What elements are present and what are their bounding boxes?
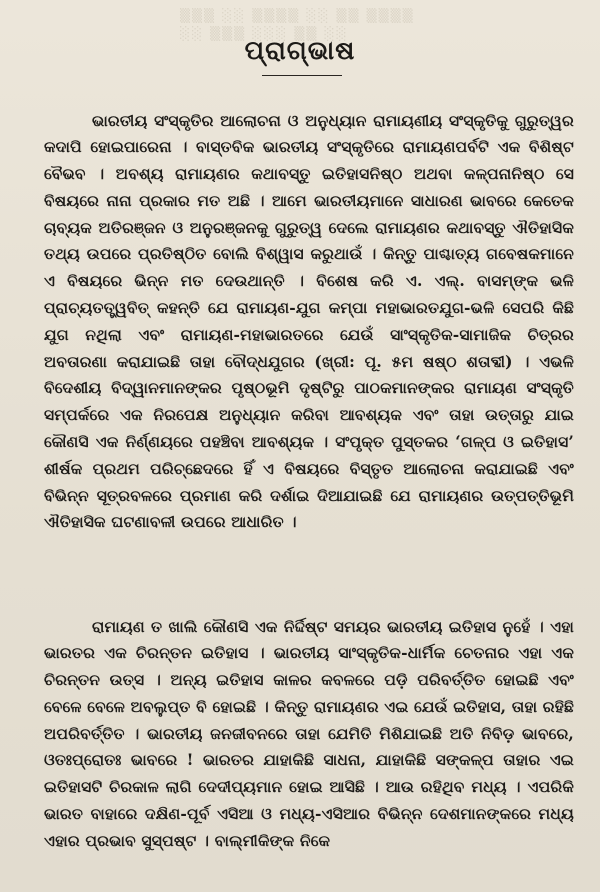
show-through-text: ▒▒▒ ░░ ▒▒▒▒ ░░ ▒▒ ▒▒▒▒ ░░ ▒▒▒ ░░░ ▒▒ ░░ [180,9,415,42]
paragraph-1: ଭାରତୀୟ ସଂସ୍କୃତିର ଆଲୋଚନା ଓ ଅନୁଧ୍ୟାନ ରାମାୟଣୀୟ ସଂସ୍କୃତିକୁ ଗୁରୁତ୍ୱର କଦାପି ହୋଇପାରେନା । ବାସ୍ତବିକ ଭାରତୀୟ ସଂସ୍କୃତିରେ ରାମାୟଣପର୍ବଟି ଏକ ବିଶିଷ୍ଟ ବୈଭବ । ଅବଶ୍ୟ ରାମାୟଣର କଥାବସ୍ତୁ ଇତିହାସନିଷ୍ଠ ଅଥବା କଳ୍ପନାନିଷ୍ଠ ସେ ବିଷୟରେ ନାନା ପ୍ରକାର ମତ ଅଛି । ଆମେ ଭାରତୀୟମାନେ ସାଧାରଣ ଭାବରେ କେତେକ ଚାବ୍ୟକ ଅତିରଞ୍ଜନ ଓ ଅନୁରଞ୍ଜନକୁ ଗୁରୁତ୍ୱ ଦେଲେ ରାମାୟଣର କଥାବସ୍ତୁ ଐତିହାସିକ ତଥ୍ୟ ଉପରେ ପ୍ରତିଷ୍ଠିତ ବୋଲି ବିଶ୍ୱାସ କରୁଥାଉଁ । କିନ୍ତୁ ପାଶ୍ଚାତ୍ୟ ଗବେଷକମାନେ ଏ ବିଷୟରେ ଭିନ୍ନ ମତ ଦେଉଥାନ୍ତି । ବିଶେଷ କରି ଏ. ଏଲ୍. ବାସମ୍‌ଙ୍କ ଭଳି ପ୍ରାଚ୍ୟତତ୍ତ୍ୱବିତ୍ କହନ୍ତି ଯେ ରାମାୟଣ-ଯୁଗ କମ୍ପା ମହାଭାରତଯୁଗ-ଭଳି ସେପରି କିଛି ଯୁଗ ନଥିଲା ଏବଂ ରାମାୟଣ-ମହାଭାରତରେ ଯେଉଁ ସାଂସ୍କୃତିକ-ସାମାଜିକ ଚିତ୍ରର ଅବତାରଣା କରାଯାଇଛି ତାହା ବୌଦ୍ଧଯୁଗର (ଖ୍ରୀ: ପୂ. ୫ମ ଷଷ୍ଠ ଶତାବ୍ଦୀ) । ଏଭଳି ବିଦେଶୀୟ ବିଦ୍ୱାନମାନଙ୍କର ପୃଷ୍ଠଭୂମି ଦୃଷ୍ଟିରୁ ପାଠକମାନଙ୍କର ରାମାୟଣ ସଂସ୍କୃତି ସମ୍ପର୍କରେ ଏକ ନିରପେକ୍ଷ ଅନୁଧ୍ୟାନ କରିବା ଆବଶ୍ୟକ ଏବଂ ତାହା ଉତ୍ତାରୁ ଯାଇ କୌଣସି ଏକ ନିର୍ଣ୍ଣୟରେ ପହଞ୍ଚିବା ଆବଶ୍ୟକ । ସଂପୃକ୍ତ ପୁସ୍ତକର ‘ଗଳ୍ପ ଓ ଇତିହାସ’ ଶୀର୍ଷକ ପ୍ରଥମ ପରିଚ୍ଛେଦରେ ହିଁ ଏ ବିଷୟରେ ବିସ୍ତୃତ ଆଲୋଚନା କରାଯାଇଛି ଏବଂ ବିଭିନ୍ନ ସୂତ୍ରବଳରେ ପ୍ରମାଣ କରି ଦର୍ଶାଇ ଦିଆଯାଇଛି ଯେ ରାମାୟଣର ଉତ୍ପତ୍ତିଭୂମି ଐତିହାସିକ ଘଟଣାବଳୀ ଉପରେ ଆଧାରିତ । [44,110,574,532]
paragraph-2: ରାମାୟଣ ତ ଖାଲି କୌଣସି ଏକ ନିର୍ଦ୍ଦିଷ୍ଟ ସମୟର ଭାରତୀୟ ଇତିହାସ ନୁହେଁ । ଏହା ଭାରତର ଏକ ଚିରନ୍ତନ ଇତିହାସ । ଭାରତୀୟ ସାଂସ୍କୃତିକ-ଧାର୍ମିକ ଚେତନାର ଏହା ଏକ ଚିରନ୍ତନ ଉତ୍ସ । ଅନ୍ୟ ଇତିହାସ କାଳର କବଳରେ ପଡ଼ି ପରିବର୍ତ୍ତିତ ହୋଇଛି ଏବଂ ବେଳେ ବେଳେ ଅବଲୁପ୍ତ ବି ହୋଇଛି । କିନ୍ତୁ ରାମାୟଣର ଏଇ ଯେଉଁ ଇତିହାସ, ତାହା ରହିଛି ଅପରିବର୍ତ୍ତିତ । ଭାରତୀୟ ଜନଜୀବନରେ ତାହା ଯେମିତି ମିଶିଯାଇଛି ଅତି ନିବିଡ଼ ଭାବରେ, ଓତଃପ୍ରୋତଃ ଭାବରେ ! ଭାରତର ଯାହାକିଛି ସାଧନା, ଯାହାକିଛି ସଙ୍କଳ୍ପ ତାହାର ଏଇ ଇତିହାସଟି ଚିରକାଳ ଲାଗି ଦେଦୀପ୍ୟମାନ ହୋଇ ଆସିଛି । ଆଉ ରହିଥିବ ମଧ୍ୟ । ଏପରିକି ଭାରତ ବାହାରେ ଦକ୍ଷିଣ-ପୂର୍ବ ଏସିଆ ଓ ମଧ୍ୟ-ଏସିଆର ବିଭିନ୍ନ ଦେଶମାନଙ୍କରେ ମଧ୍ୟ ଏହାର ପ୍ରଭାବ ସୁସ୍ପଷ୍ଟ । ବାଲ୍ମୀକିଙ୍କ ନିକେ [44,616,574,850]
page-title: ପ୍ରାଗ୍‌ଭାଷ [244,36,356,66]
title-underline [262,75,342,76]
